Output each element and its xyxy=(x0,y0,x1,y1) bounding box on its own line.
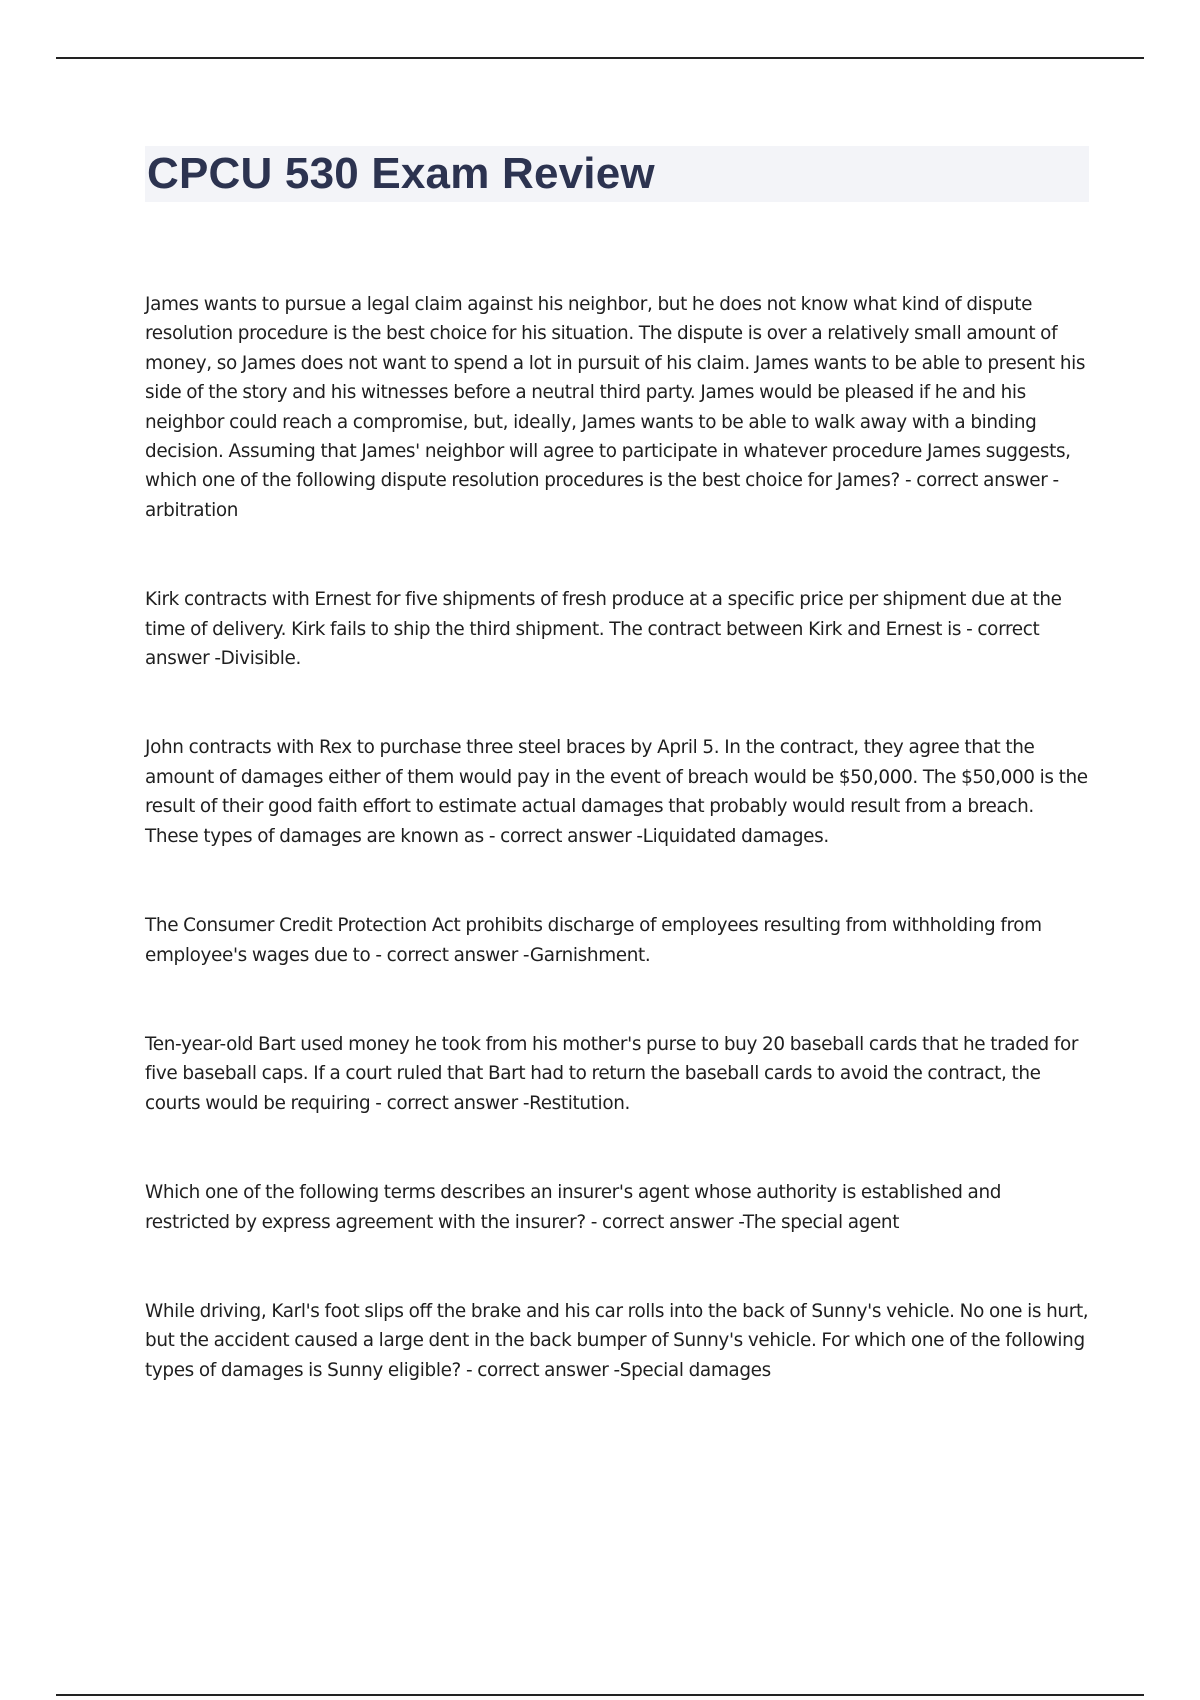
question-answer-2: Kirk contracts with Ernest for five shipments of fresh produce at a specific price per shipment due at the time of delivery. Kirk fails to ship the third shipment. The contract between Kirk and Ernest is - correct answer -Divisible. xyxy=(145,589,1062,670)
question-answer-1: James wants to pursue a legal claim against his neighbor, but he does not know what kind of dispute resolution procedure is the best choice for his situation. The dispute is over a relatively small amount of money, so James does not want to spend a lot in pursuit of his claim. James wants to be able to present his side of the story and his witnesses before a neutral third party. James would be pleased if he and his neighbor could reach a compromise, but, ideally, James wants to be able to walk away with a binding decision. Assuming that James' neighbor will agree to participate in whatever procedure James suggests, which one of the following dispute resolution procedures is the best choice for James? - correct answer -arbitration xyxy=(145,294,1086,521)
title-banner xyxy=(145,146,1089,202)
question-list xyxy=(145,290,1089,1385)
question-answer-3: John contracts with Rex to purchase three steel braces by April 5. In the contract, they agree that the amount of damages either of them would pay in the event of breach would be $50,000. The $50,000 is the result of their good faith effort to estimate actual damages that probably would result from a breach. These types of damages are known as - correct answer -Liquidated damages. xyxy=(145,737,1088,847)
bottom-rule xyxy=(56,1694,1144,1696)
question-answer-4: The Consumer Credit Protection Act prohibits discharge of employees resulting from withholding from employee's wages due to - correct answer -Garnishment. xyxy=(145,915,1042,966)
question-answer-6: Which one of the following terms describes an insurer's agent whose authority is established and restricted by express agreement with the insurer? - correct answer -The special agent xyxy=(145,1182,1002,1233)
question-answer-5: Ten-year-old Bart used money he took from his mother's purse to buy 20 baseball cards that he traded for five baseball caps. If a court ruled that Bart had to return the baseball cards to avoid the contract, the courts would be requiring - correct answer -Restitution. xyxy=(145,1033,1079,1114)
question-answer-7: While driving, Karl's foot slips off the brake and his car rolls into the back of Sunny's vehicle. No one is hurt, but the accident caused a large dent in the back bumper of Sunny's vehicle. For which one of the following types of damages is Sunny eligible? - correct answer -Special damages xyxy=(145,1300,1089,1381)
page-title: CPCU 530 Exam Review xyxy=(147,149,655,198)
top-rule xyxy=(56,57,1144,59)
